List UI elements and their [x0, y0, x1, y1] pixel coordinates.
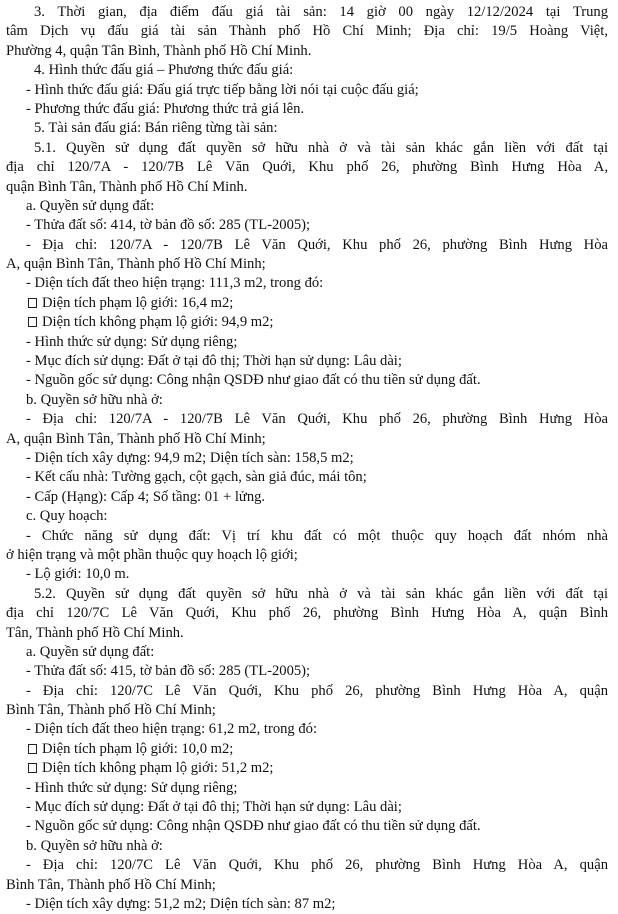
house-address-end: A, quận Bình Tân, Thành phố Hồ Chí Minh;	[6, 430, 266, 447]
checklist-item-label: Diện tích phạm lộ giới: 16,4 m2;	[42, 294, 234, 311]
planning-function-end: ở hiện trạng và một phần thuộc quy hoạch lộ giới;	[6, 546, 298, 563]
usage-form-line: - Hình thức sử dụng: Sử dụng riêng;	[26, 779, 238, 796]
land-use-right-heading: a. Quyền sử dụng đất:	[26, 197, 155, 214]
section-4-heading: 4. Hình thức đấu giá – Phương thức đấu giá:	[34, 62, 294, 79]
land-area-line: - Diện tích đất theo hiện trạng: 111,3 m2, trong đó:	[26, 275, 324, 292]
checklist-item	[6, 313, 608, 332]
checklist-item-label: Diện tích không phạm lộ giới: 94,9 m2;	[42, 314, 274, 331]
checkbox-icon	[28, 763, 37, 773]
checkbox-icon	[28, 744, 37, 754]
construction-area-line: - Diện tích xây dựng: 51,2 m2; Diện tích sàn: 87 m2;	[26, 895, 336, 912]
section-3-time-location: 3. Thời gian, địa điểm đấu giá tài sản: 14 giờ 00 ngày 12/12/2024 tại Trung	[34, 4, 608, 20]
checklist-item	[6, 294, 608, 313]
usage-origin-line: - Nguồn gốc sử dụng: Công nhận QSDĐ như giao đất có thu tiền sử dụng đất.	[26, 818, 481, 835]
usage-purpose-line: - Mục đích sử dụng: Đất ở tại đô thị; Thời hạn sử dụng: Lâu dài;	[26, 799, 402, 816]
house-address-line: - Địa chỉ: 120/7C Lê Văn Quới, Khu phố 26, phường Bình Hưng Hòa A, quận	[26, 857, 608, 874]
section-3-line-2: tâm Dịch vụ đấu giá tài sản Thành phố Hồ Chí Minh; Địa chỉ: 19/5 Hoàng Việt,	[6, 23, 608, 40]
checklist-item-label: Diện tích không phạm lộ giới: 51,2 m2;	[42, 760, 274, 777]
usage-form-line: - Hình thức sử dụng: Sử dụng riêng;	[26, 333, 238, 350]
section-3-line-3: Phường 4, quận Tân Bình, Thành phố Hồ Chí Minh.	[6, 42, 312, 59]
section-5-1-address: địa chỉ 120/7A - 120/7B Lê Văn Quới, Khu phố 26, phường Bình Hưng Hòa A,	[6, 159, 608, 176]
planning-heading: c. Quy hoạch:	[26, 508, 108, 525]
house-address-line: - Địa chỉ: 120/7A - 120/7B Lê Văn Quới, Khu phố 26, phường Bình Hưng Hòa	[26, 411, 608, 428]
section-5-1-address-end: quận Bình Tân, Thành phố Hồ Chí Minh.	[6, 178, 248, 195]
house-ownership-heading: b. Quyền sở hữu nhà ở:	[26, 391, 163, 408]
house-ownership-heading: b. Quyền sở hữu nhà ở:	[26, 837, 163, 854]
section-5-1-heading: 5.1. Quyền sử dụng đất quyền sở hữu nhà ở và tài sản khác gắn liền với đất tại	[34, 139, 608, 156]
house-address-end: Bình Tân, Thành phố Hồ Chí Minh;	[6, 876, 216, 893]
section-5-2-address-end: Tân, Thành phố Hồ Chí Minh.	[6, 624, 184, 641]
section-5-2-heading: 5.2. Quyền sử dụng đất quyền sở hữu nhà ở và tài sản khác gắn liền với đất tại	[34, 585, 608, 602]
land-use-right-heading: a. Quyền sử dụng đất:	[26, 643, 155, 660]
parcel-number-line: - Thửa đất số: 415, tờ bản đồ số: 285 (TL-2005);	[26, 663, 311, 680]
planning-function-line: - Chức năng sử dụng đất: Vị trí khu đất có một thuộc quy hoạch đất nhóm nhà	[26, 527, 608, 544]
road-boundary-line: - Lộ giới: 10,0 m.	[26, 566, 130, 583]
auction-form-line: - Hình thức đấu giá: Đấu giá trực tiếp bằng lời nói tại cuộc đấu giá;	[26, 81, 419, 98]
house-structure-line: - Kết cấu nhà: Tường gạch, cột gạch, sàn giả đúc, mái tôn;	[26, 469, 367, 486]
construction-area-line: - Diện tích xây dựng: 94,9 m2; Diện tích sàn: 158,5 m2;	[26, 449, 354, 466]
parcel-address-line: - Địa chỉ: 120/7A - 120/7B Lê Văn Quới, Khu phố 26, phường Bình Hưng Hòa	[26, 236, 608, 253]
checklist-item	[6, 759, 608, 778]
section-5-heading: 5. Tài sản đấu giá: Bán riêng từng tài sản:	[34, 120, 278, 137]
checkbox-icon	[28, 317, 37, 327]
checklist-item	[6, 740, 608, 759]
parcel-address-end: A, quận Bình Tân, Thành phố Hồ Chí Minh;	[6, 256, 266, 273]
usage-origin-line: - Nguồn gốc sử dụng: Công nhận QSDĐ như giao đất có thu tiền sử dụng đất.	[26, 372, 481, 389]
parcel-address-end: Bình Tân, Thành phố Hồ Chí Minh;	[6, 702, 216, 719]
checklist-item-label: Diện tích phạm lộ giới: 10,0 m2;	[42, 740, 234, 757]
auction-method-line: - Phương thức đấu giá: Phương thức trả giá lên.	[26, 100, 305, 117]
land-area-line: - Diện tích đất theo hiện trạng: 61,2 m2, trong đó:	[26, 721, 318, 738]
parcel-number-line: - Thửa đất số: 414, tờ bản đồ số: 285 (TL-2005);	[26, 217, 311, 234]
usage-purpose-line: - Mục đích sử dụng: Đất ở tại đô thị; Thời hạn sử dụng: Lâu dài;	[26, 353, 402, 370]
house-grade-line: - Cấp (Hạng): Cấp 4; Số tầng: 01 + lửng.	[26, 488, 266, 505]
parcel-address-line: - Địa chỉ: 120/7C Lê Văn Quới, Khu phố 26, phường Bình Hưng Hòa A, quận	[26, 682, 608, 699]
checkbox-icon	[28, 298, 37, 308]
section-5-2-address: địa chỉ 120/7C Lê Văn Quới, Khu phố 26, phường Bình Hưng Hòa A, quận Bình	[6, 605, 608, 622]
